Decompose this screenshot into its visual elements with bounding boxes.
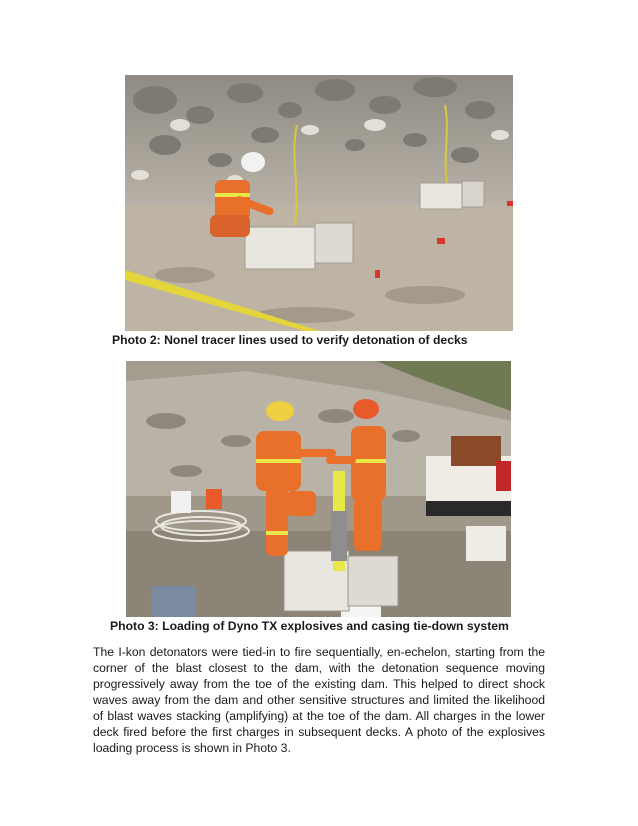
photo-nonel-tracer-lines [125,75,513,331]
photo-nonel-tracer-lines-image [125,75,513,331]
photo-2-caption: Photo 2: Nonel tracer lines used to verify detonation of decks [112,333,468,347]
body-paragraph: The I-kon detonators were tied-in to fire sequentially, en-echelon, starting from the corner of the blast closest to the dam, with the detonation sequence moving progressively away from the toe of the existing dam. This helped to direct shock waves away from the dam and other sensitive structures and limited the likelihood of blast waves stacking (amplifying) at the toe of the dam. All charges in the lower deck fired before the first charges in subsequent decks. A photo of the explosives loading process is shown in Photo 3. [93,645,545,755]
photo-loading-explosives-image [126,361,511,617]
photo-loading-explosives [126,361,511,617]
photo-3-caption: Photo 3: Loading of Dyno TX explosives and casing tie-down system [110,619,509,633]
